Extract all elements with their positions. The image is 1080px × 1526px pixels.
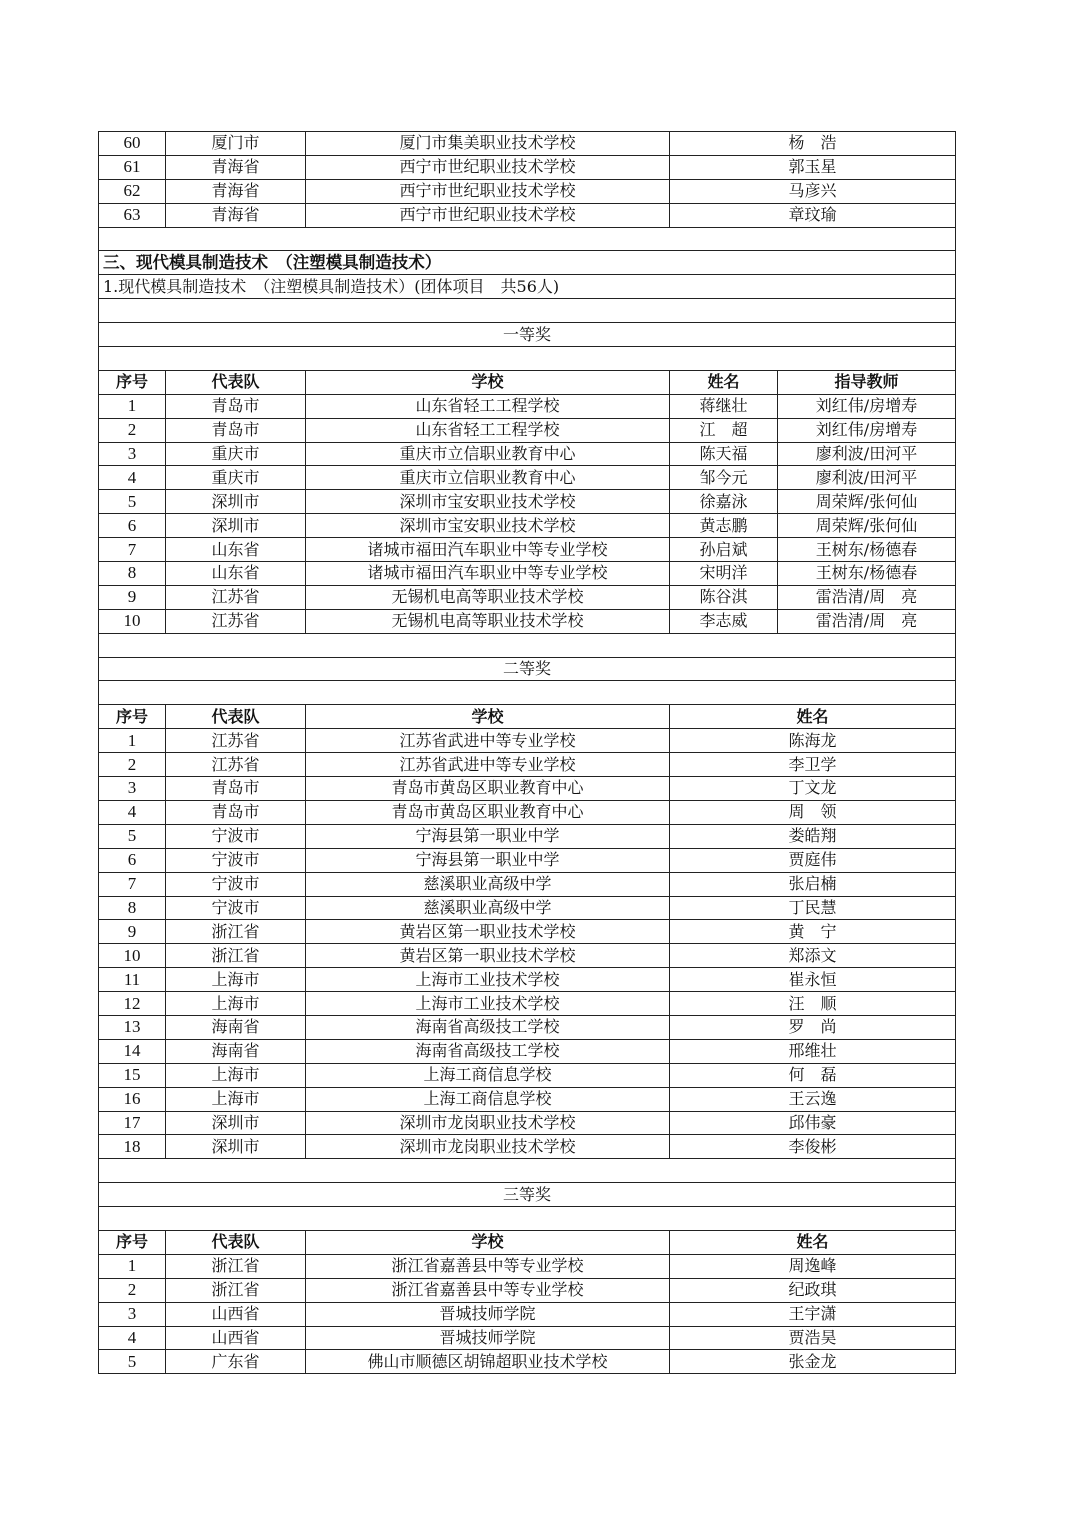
- school-cell: 海南省高级技工学校: [306, 1015, 670, 1039]
- name-cell: 丁民慧: [670, 896, 956, 920]
- header-team: 代表队: [166, 370, 306, 394]
- school-cell: 厦门市集美职业技术学校: [306, 132, 670, 156]
- team-cell: 江苏省: [166, 585, 306, 609]
- school-cell: 宁海县第一职业中学: [306, 848, 670, 872]
- prize-heading-row: [99, 1183, 956, 1207]
- school-cell: 黄岩区第一职业技术学校: [306, 920, 670, 944]
- table-row: [99, 418, 956, 442]
- team-cell: 深圳市: [166, 1111, 306, 1135]
- school-cell: 西宁市世纪职业技术学校: [306, 179, 670, 203]
- team-cell: 海南省: [166, 1039, 306, 1063]
- team-cell: 宁波市: [166, 824, 306, 848]
- team-cell: 宁波市: [166, 848, 306, 872]
- row-number: 6: [99, 514, 166, 538]
- team-cell: 浙江省: [166, 944, 306, 968]
- school-cell: 西宁市世纪职业技术学校: [306, 203, 670, 227]
- name-cell: 郑添文: [670, 944, 956, 968]
- row-number: 9: [99, 585, 166, 609]
- team-cell: 上海市: [166, 992, 306, 1016]
- name-cell: 邹今元: [670, 466, 778, 490]
- team-cell: 厦门市: [166, 132, 306, 156]
- row-number: 15: [99, 1063, 166, 1087]
- blank-row: [99, 681, 956, 705]
- name-cell: 章玟瑜: [670, 203, 956, 227]
- row-number: 11: [99, 968, 166, 992]
- team-cell: 青海省: [166, 179, 306, 203]
- team-cell: 青海省: [166, 203, 306, 227]
- prize-heading-row: [99, 323, 956, 347]
- team-cell: 青岛市: [166, 418, 306, 442]
- blank-row: [99, 633, 956, 657]
- prize-heading-row: [99, 657, 956, 681]
- header-name: 姓名: [670, 705, 956, 729]
- name-cell: 李志威: [670, 609, 778, 633]
- row-number: 16: [99, 1087, 166, 1111]
- name-cell: 贾浩昊: [670, 1326, 956, 1350]
- name-cell: 崔永恒: [670, 968, 956, 992]
- name-cell: 郭玉星: [670, 155, 956, 179]
- table-row: [99, 562, 956, 586]
- team-cell: 浙江省: [166, 1278, 306, 1302]
- row-number: 8: [99, 562, 166, 586]
- name-cell: 张金龙: [670, 1350, 956, 1374]
- row-number: 1: [99, 1254, 166, 1278]
- team-cell: 山东省: [166, 538, 306, 562]
- table-row: [99, 203, 956, 227]
- team-cell: 青海省: [166, 155, 306, 179]
- teacher-cell: 王树东/杨德春: [778, 562, 956, 586]
- table-row: [99, 1087, 956, 1111]
- school-cell: 西宁市世纪职业技术学校: [306, 155, 670, 179]
- name-cell: 李卫学: [670, 753, 956, 777]
- blank-row: [99, 347, 956, 371]
- teacher-cell: 刘红伟/房增寿: [778, 394, 956, 418]
- section-subtitle: 1.现代模具制造技术 （注塑模具制造技术）(团体项目 共56人): [99, 275, 956, 299]
- table-row: [99, 132, 956, 156]
- header-name: 姓名: [670, 370, 778, 394]
- name-cell: 罗 尚: [670, 1015, 956, 1039]
- team-cell: 青岛市: [166, 777, 306, 801]
- header-teacher: 指导教师: [778, 370, 956, 394]
- blank-row: [99, 299, 956, 323]
- row-number: 5: [99, 490, 166, 514]
- school-cell: 浙江省嘉善县中等专业学校: [306, 1254, 670, 1278]
- table-row: [99, 609, 956, 633]
- school-cell: 山东省轻工工程学校: [306, 418, 670, 442]
- school-cell: 诸城市福田汽车职业中等专业学校: [306, 538, 670, 562]
- row-number: 3: [99, 1302, 166, 1326]
- row-number: 7: [99, 872, 166, 896]
- teacher-cell: 周荣辉/张何仙: [778, 490, 956, 514]
- table-row: [99, 1326, 956, 1350]
- blank-cell: [99, 1159, 956, 1183]
- table-row: [99, 394, 956, 418]
- header-no: 序号: [99, 370, 166, 394]
- school-cell: 无锡机电高等职业技术学校: [306, 585, 670, 609]
- name-cell: 汪 顺: [670, 992, 956, 1016]
- table-row: [99, 944, 956, 968]
- header-row: [99, 370, 956, 394]
- section-title-row: [99, 251, 956, 275]
- header-team: 代表队: [166, 1230, 306, 1254]
- row-number: 60: [99, 132, 166, 156]
- team-cell: 深圳市: [166, 1135, 306, 1159]
- team-cell: 青岛市: [166, 800, 306, 824]
- name-cell: 江 超: [670, 418, 778, 442]
- name-cell: 周逸峰: [670, 1254, 956, 1278]
- table-row: [99, 1302, 956, 1326]
- blank-cell: [99, 681, 956, 705]
- team-cell: 山东省: [166, 562, 306, 586]
- teacher-cell: 刘红伟/房增寿: [778, 418, 956, 442]
- team-cell: 宁波市: [166, 872, 306, 896]
- name-cell: 娄皓翔: [670, 824, 956, 848]
- teacher-cell: 廖利波/田河平: [778, 442, 956, 466]
- table-row: [99, 729, 956, 753]
- table-row: [99, 585, 956, 609]
- table-row: [99, 514, 956, 538]
- school-cell: 晋城技师学院: [306, 1326, 670, 1350]
- school-cell: 山东省轻工工程学校: [306, 394, 670, 418]
- school-cell: 重庆市立信职业教育中心: [306, 442, 670, 466]
- row-number: 4: [99, 466, 166, 490]
- name-cell: 邱伟豪: [670, 1111, 956, 1135]
- team-cell: 上海市: [166, 1087, 306, 1111]
- table-row: [99, 490, 956, 514]
- table-row: [99, 538, 956, 562]
- name-cell: 杨 浩: [670, 132, 956, 156]
- header-no: 序号: [99, 1230, 166, 1254]
- table-row: [99, 1063, 956, 1087]
- header-school: 学校: [306, 705, 670, 729]
- blank-row: [99, 1207, 956, 1231]
- name-cell: 马彦兴: [670, 179, 956, 203]
- name-cell: 贾庭伟: [670, 848, 956, 872]
- table-row: [99, 1278, 956, 1302]
- team-cell: 重庆市: [166, 442, 306, 466]
- team-cell: 重庆市: [166, 466, 306, 490]
- team-cell: 江苏省: [166, 753, 306, 777]
- blank-cell: [99, 227, 956, 251]
- school-cell: 重庆市立信职业教育中心: [306, 466, 670, 490]
- name-cell: 张启楠: [670, 872, 956, 896]
- table-row: [99, 753, 956, 777]
- school-cell: 浙江省嘉善县中等专业学校: [306, 1278, 670, 1302]
- name-cell: 蒋继壮: [670, 394, 778, 418]
- school-cell: 深圳市宝安职业技术学校: [306, 514, 670, 538]
- school-cell: 慈溪职业高级中学: [306, 896, 670, 920]
- row-number: 3: [99, 442, 166, 466]
- table-row: [99, 777, 956, 801]
- table-row: [99, 800, 956, 824]
- school-cell: 无锡机电高等职业技术学校: [306, 609, 670, 633]
- school-cell: 宁海县第一职业中学: [306, 824, 670, 848]
- row-number: 10: [99, 609, 166, 633]
- table-row: [99, 155, 956, 179]
- school-cell: 黄岩区第一职业技术学校: [306, 944, 670, 968]
- results-table: [98, 131, 956, 1374]
- table-row: [99, 992, 956, 1016]
- team-cell: 山西省: [166, 1302, 306, 1326]
- school-cell: 海南省高级技工学校: [306, 1039, 670, 1063]
- header-row: [99, 705, 956, 729]
- header-no: 序号: [99, 705, 166, 729]
- school-cell: 上海工商信息学校: [306, 1063, 670, 1087]
- row-number: 4: [99, 800, 166, 824]
- name-cell: 何 磊: [670, 1063, 956, 1087]
- row-number: 9: [99, 920, 166, 944]
- school-cell: 深圳市宝安职业技术学校: [306, 490, 670, 514]
- table-row: [99, 896, 956, 920]
- school-cell: 佛山市顺德区胡锦超职业技术学校: [306, 1350, 670, 1374]
- school-cell: 深圳市龙岗职业技术学校: [306, 1135, 670, 1159]
- team-cell: 江苏省: [166, 729, 306, 753]
- team-cell: 海南省: [166, 1015, 306, 1039]
- prize-heading: 一等奖: [99, 323, 956, 347]
- school-cell: 晋城技师学院: [306, 1302, 670, 1326]
- school-cell: 诸城市福田汽车职业中等专业学校: [306, 562, 670, 586]
- table-row: [99, 1111, 956, 1135]
- school-cell: 青岛市黄岛区职业教育中心: [306, 777, 670, 801]
- school-cell: 江苏省武进中等专业学校: [306, 729, 670, 753]
- teacher-cell: 王树东/杨德春: [778, 538, 956, 562]
- row-number: 2: [99, 753, 166, 777]
- row-number: 2: [99, 418, 166, 442]
- teacher-cell: 廖利波/田河平: [778, 466, 956, 490]
- prize-heading: 三等奖: [99, 1183, 956, 1207]
- name-cell: 徐嘉泳: [670, 490, 778, 514]
- name-cell: 纪政琪: [670, 1278, 956, 1302]
- table-row: [99, 920, 956, 944]
- section-title: 三、现代模具制造技术 （注塑模具制造技术）: [99, 251, 956, 275]
- school-cell: 慈溪职业高级中学: [306, 872, 670, 896]
- teacher-cell: 雷浩清/周 亮: [778, 609, 956, 633]
- blank-cell: [99, 299, 956, 323]
- team-cell: 青岛市: [166, 394, 306, 418]
- table-row: [99, 1135, 956, 1159]
- row-number: 14: [99, 1039, 166, 1063]
- school-cell: 深圳市龙岗职业技术学校: [306, 1111, 670, 1135]
- name-cell: 陈海龙: [670, 729, 956, 753]
- header-school: 学校: [306, 1230, 670, 1254]
- name-cell: 王云逸: [670, 1087, 956, 1111]
- name-cell: 李俊彬: [670, 1135, 956, 1159]
- row-number: 17: [99, 1111, 166, 1135]
- blank-row: [99, 1159, 956, 1183]
- team-cell: 江苏省: [166, 609, 306, 633]
- school-cell: 青岛市黄岛区职业教育中心: [306, 800, 670, 824]
- row-number: 5: [99, 1350, 166, 1374]
- table-row: [99, 824, 956, 848]
- name-cell: 孙启斌: [670, 538, 778, 562]
- name-cell: 邢维壮: [670, 1039, 956, 1063]
- row-number: 3: [99, 777, 166, 801]
- team-cell: 深圳市: [166, 490, 306, 514]
- table-row: [99, 1350, 956, 1374]
- row-number: 6: [99, 848, 166, 872]
- name-cell: 陈谷淇: [670, 585, 778, 609]
- team-cell: 广东省: [166, 1350, 306, 1374]
- table-row: [99, 1254, 956, 1278]
- team-cell: 山西省: [166, 1326, 306, 1350]
- name-cell: 周 领: [670, 800, 956, 824]
- row-number: 1: [99, 394, 166, 418]
- name-cell: 王宇潇: [670, 1302, 956, 1326]
- row-number: 61: [99, 155, 166, 179]
- name-cell: 黄 宁: [670, 920, 956, 944]
- school-cell: 江苏省武进中等专业学校: [306, 753, 670, 777]
- header-school: 学校: [306, 370, 670, 394]
- table-row: [99, 968, 956, 992]
- table-row: [99, 179, 956, 203]
- row-number: 2: [99, 1278, 166, 1302]
- team-cell: 浙江省: [166, 920, 306, 944]
- blank-cell: [99, 633, 956, 657]
- row-number: 12: [99, 992, 166, 1016]
- header-team: 代表队: [166, 705, 306, 729]
- row-number: 13: [99, 1015, 166, 1039]
- table-row: [99, 848, 956, 872]
- name-cell: 宋明洋: [670, 562, 778, 586]
- section-subtitle-row: [99, 275, 956, 299]
- prize-heading: 二等奖: [99, 657, 956, 681]
- table-row: [99, 466, 956, 490]
- team-cell: 宁波市: [166, 896, 306, 920]
- school-cell: 上海工商信息学校: [306, 1087, 670, 1111]
- row-number: 10: [99, 944, 166, 968]
- row-number: 4: [99, 1326, 166, 1350]
- row-number: 7: [99, 538, 166, 562]
- table-row: [99, 1015, 956, 1039]
- name-cell: 黄志鹏: [670, 514, 778, 538]
- row-number: 1: [99, 729, 166, 753]
- school-cell: 上海市工业技术学校: [306, 992, 670, 1016]
- table-row: [99, 872, 956, 896]
- row-number: 8: [99, 896, 166, 920]
- blank-cell: [99, 347, 956, 371]
- header-name: 姓名: [670, 1230, 956, 1254]
- table-row: [99, 1039, 956, 1063]
- team-cell: 上海市: [166, 1063, 306, 1087]
- team-cell: 深圳市: [166, 514, 306, 538]
- name-cell: 丁文龙: [670, 777, 956, 801]
- blank-cell: [99, 1207, 956, 1231]
- blank-row: [99, 227, 956, 251]
- team-cell: 浙江省: [166, 1254, 306, 1278]
- school-cell: 上海市工业技术学校: [306, 968, 670, 992]
- teacher-cell: 雷浩清/周 亮: [778, 585, 956, 609]
- row-number: 18: [99, 1135, 166, 1159]
- teacher-cell: 周荣辉/张何仙: [778, 514, 956, 538]
- team-cell: 上海市: [166, 968, 306, 992]
- header-row: [99, 1230, 956, 1254]
- table-row: [99, 442, 956, 466]
- row-number: 62: [99, 179, 166, 203]
- row-number: 63: [99, 203, 166, 227]
- name-cell: 陈天福: [670, 442, 778, 466]
- row-number: 5: [99, 824, 166, 848]
